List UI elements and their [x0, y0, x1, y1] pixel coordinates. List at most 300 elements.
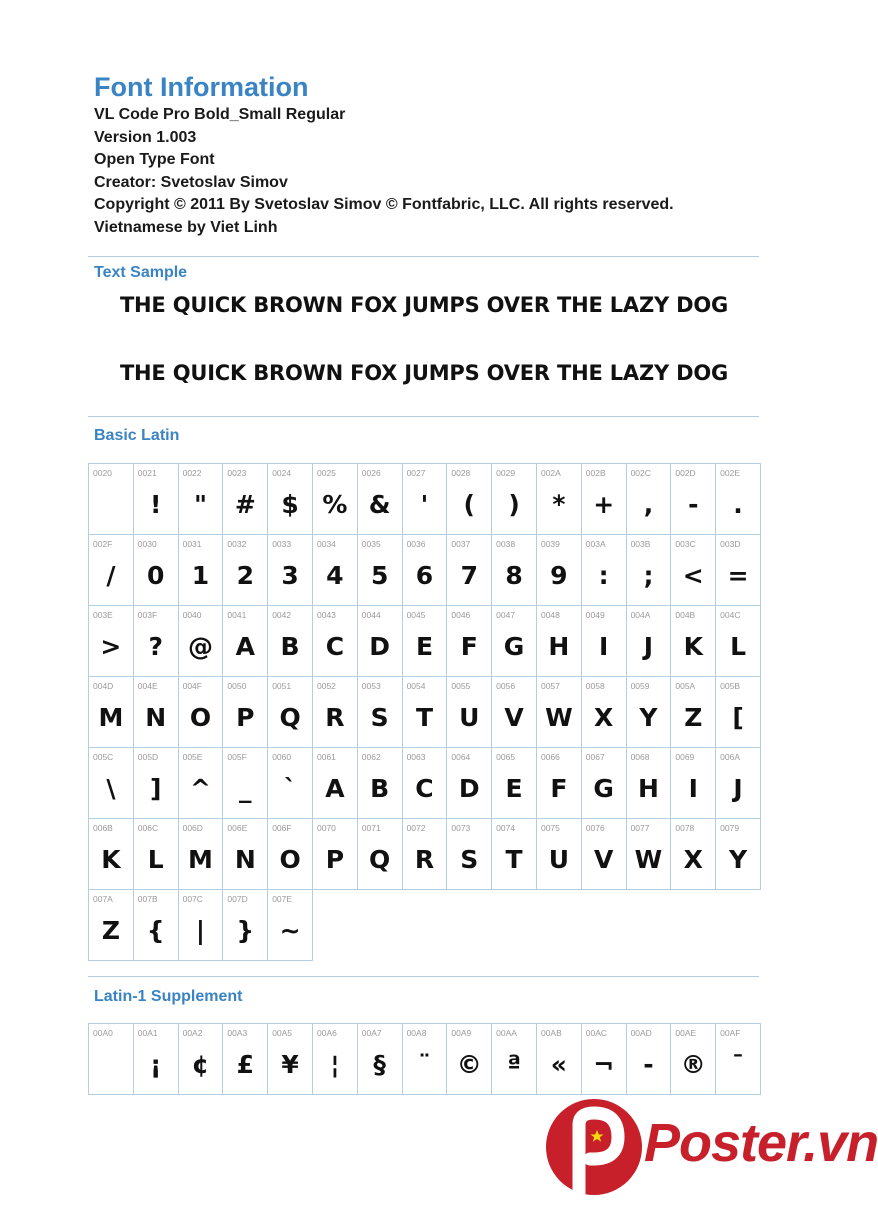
glyph-codepoint: 002D: [675, 468, 696, 478]
glyph-codepoint: 0022: [182, 468, 202, 478]
glyph-codepoint: 00AF: [720, 1028, 741, 1038]
glyph-sample: Q: [369, 845, 391, 874]
glyph-sample: X: [594, 703, 614, 732]
glyph-codepoint: 007C: [182, 894, 203, 904]
glyph-cell: [492, 464, 537, 535]
glyph-cell: [627, 748, 672, 819]
glyph-cell: [134, 677, 179, 748]
glyph-cell: [627, 819, 672, 890]
glyph-cell: [671, 677, 716, 748]
glyph-codepoint: 0045: [406, 610, 426, 620]
glyph-codepoint: 00A1: [137, 1028, 158, 1038]
glyph-sample: A: [325, 774, 345, 803]
glyph-sample: Q: [279, 703, 301, 732]
glyph-cell: [89, 1024, 134, 1095]
glyph-cell: [537, 677, 582, 748]
glyph-sample: 2: [236, 561, 254, 590]
glyph-sample: ': [420, 490, 429, 519]
glyph-sample: =: [727, 561, 749, 590]
glyph-sample: 5: [370, 561, 389, 590]
glyph-sample: J: [733, 774, 743, 803]
glyph-codepoint: 0023: [227, 468, 247, 478]
glyph-sample: .: [733, 490, 743, 519]
glyph-cell: [358, 677, 403, 748]
glyph-cell: [403, 748, 448, 819]
glyph-cell: [223, 535, 268, 606]
glyph-codepoint: 00AA: [496, 1028, 517, 1038]
glyph-codepoint: 0042: [272, 610, 292, 620]
glyph-sample: K: [101, 845, 121, 874]
glyph-cell: [179, 819, 224, 890]
glyph-sample: ¢: [191, 1050, 210, 1079]
glyph-codepoint: 0021: [137, 468, 157, 478]
glyph-cell: [89, 535, 134, 606]
glyph-sample: ¯: [731, 1050, 745, 1079]
glyph-cell: [223, 748, 268, 819]
divider: [88, 416, 759, 417]
glyph-codepoint: 0068: [630, 752, 650, 762]
glyph-sample: <: [682, 561, 704, 590]
glyph-cell: [134, 535, 179, 606]
glyph-sample: S: [370, 703, 389, 732]
glyph-sample: X: [683, 845, 703, 874]
glyph-sample: D: [458, 774, 480, 803]
divider: [88, 256, 759, 257]
glyph-cell: [358, 464, 403, 535]
text-sample-heading: Text Sample: [94, 264, 188, 281]
glyph-cell: [268, 748, 313, 819]
glyph-codepoint: 0056: [496, 681, 516, 691]
glyph-cell: [716, 748, 761, 819]
glyph-codepoint: 002A: [540, 468, 561, 478]
glyph-cell: [537, 748, 582, 819]
glyph-sample: ]: [149, 774, 162, 803]
glyph-cell: [716, 1024, 761, 1095]
glyph-cell: [268, 890, 313, 961]
glyph-cell: [403, 819, 448, 890]
glyph-codepoint: 0024: [272, 468, 292, 478]
glyph-sample: W: [545, 703, 573, 732]
glyph-codepoint: 0030: [137, 539, 157, 549]
glyph-sample: \: [106, 774, 116, 803]
glyph-codepoint: 0054: [406, 681, 426, 691]
glyph-sample: A: [235, 632, 255, 661]
glyph-cell: [582, 1024, 627, 1095]
glyph-codepoint: 0044: [361, 610, 381, 620]
glyph-codepoint: 003F: [137, 610, 158, 620]
glyph-cell: [134, 748, 179, 819]
glyph-codepoint: 007B: [137, 894, 158, 904]
glyph-sample: R: [325, 703, 345, 732]
glyph-sample: ¨: [418, 1050, 431, 1079]
glyph-sample: ¬: [593, 1050, 615, 1079]
glyph-codepoint: 0066: [540, 752, 560, 762]
glyph-codepoint: 0052: [316, 681, 336, 691]
glyph-codepoint: 006C: [137, 823, 159, 833]
glyph-cell: [313, 748, 358, 819]
glyph-codepoint: 002B: [585, 468, 606, 478]
glyph-sample: ^: [190, 774, 211, 803]
glyph-cell: [671, 748, 716, 819]
glyph-sample: ?: [148, 632, 163, 661]
glyph-sample: N: [234, 845, 256, 874]
glyph-codepoint: 0058: [585, 681, 605, 691]
glyph-sample: &: [368, 490, 391, 519]
glyph-cell: [313, 464, 358, 535]
glyph-cell: [537, 606, 582, 677]
glyph-codepoint: 0059: [630, 681, 650, 691]
glyph-sample: +: [593, 490, 615, 519]
glyph-sample: Z: [684, 703, 703, 732]
glyph-codepoint: 00AD: [630, 1028, 652, 1038]
glyph-sample: ): [508, 490, 520, 519]
glyph-codepoint: 0050: [227, 681, 247, 691]
glyph-sample: §: [373, 1050, 386, 1079]
glyph-codepoint: 0026: [361, 468, 381, 478]
glyph-cell: [89, 606, 134, 677]
glyph-cell: [89, 890, 134, 961]
glyph-cell: [358, 535, 403, 606]
glyph-codepoint: 004D: [93, 681, 114, 691]
glyph-codepoint: 003D: [720, 539, 741, 549]
glyph-codepoint: 005C: [93, 752, 114, 762]
glyph-cell: [313, 677, 358, 748]
glyph-sample: ~: [279, 916, 301, 945]
glyph-codepoint: 004F: [182, 681, 202, 691]
glyph-codepoint: 00AB: [540, 1028, 562, 1038]
glyph-cell: [537, 819, 582, 890]
glyph-cell: [223, 890, 268, 961]
glyph-sample: 6: [415, 561, 434, 590]
glyph-sample: 1: [191, 561, 210, 590]
glyph-cell: [179, 606, 224, 677]
font-version: Version 1.003: [94, 128, 197, 146]
glyph-cell: [447, 606, 492, 677]
glyph-sample: #: [234, 490, 256, 519]
poster-logo-icon: [544, 1095, 644, 1200]
glyph-cell: [447, 819, 492, 890]
glyph-cell: [89, 677, 134, 748]
glyph-codepoint: 0038: [496, 539, 516, 549]
glyph-cell: [89, 748, 134, 819]
glyph-sample: E: [505, 774, 523, 803]
poster-vn-logo: [544, 1095, 878, 1200]
glyph-sample: Z: [101, 916, 120, 945]
glyph-cell: [492, 606, 537, 677]
glyph-sample: 8: [505, 561, 523, 590]
glyph-sample: T: [415, 703, 433, 732]
glyph-codepoint: 004E: [137, 681, 158, 691]
glyph-codepoint: 0063: [406, 752, 426, 762]
basic-latin-heading: Basic Latin: [94, 427, 180, 444]
glyph-codepoint: 0041: [227, 610, 247, 620]
glyph-cell: [134, 606, 179, 677]
glyph-codepoint: 0027: [406, 468, 426, 478]
glyph-sample: V: [593, 845, 614, 874]
glyph-codepoint: 0069: [675, 752, 695, 762]
glyph-codepoint: 0072: [406, 823, 426, 833]
glyph-cell: [223, 464, 268, 535]
glyph-codepoint: 00A8: [406, 1028, 427, 1038]
glyph-codepoint: 002F: [93, 539, 113, 549]
glyph-sample: B: [370, 774, 390, 803]
glyph-cell: [447, 748, 492, 819]
glyph-codepoint: 0020: [93, 468, 112, 478]
glyph-codepoint: 00A3: [227, 1028, 248, 1038]
glyph-codepoint: 0032: [227, 539, 247, 549]
glyph-codepoint: 0079: [720, 823, 740, 833]
glyph-cell: [582, 464, 627, 535]
glyph-codepoint: 00A6: [316, 1028, 337, 1038]
glyph-cell: [268, 535, 313, 606]
glyph-sample: F: [460, 632, 478, 661]
glyph-cell: [447, 1024, 492, 1095]
glyph-sample: I: [688, 774, 698, 803]
glyph-sample: D: [369, 632, 391, 661]
glyph-sample: $: [281, 490, 299, 519]
glyph-cell: [179, 464, 224, 535]
glyph-codepoint: 00A0: [93, 1028, 113, 1038]
glyph-sample: *: [552, 490, 566, 519]
glyph-codepoint: 00AC: [585, 1028, 608, 1038]
glyph-sample: /: [106, 561, 116, 590]
glyph-codepoint: 0070: [316, 823, 336, 833]
glyph-sample: 7: [460, 561, 478, 590]
glyph-sample: S: [460, 845, 479, 874]
glyph-cell: [537, 464, 582, 535]
glyph-sample: M: [98, 703, 124, 732]
glyph-sample: `: [283, 774, 297, 803]
glyph-sample: P: [325, 845, 345, 874]
glyph-cell: [268, 819, 313, 890]
glyph-cell: [179, 1024, 224, 1095]
glyph-codepoint: 0061: [316, 752, 336, 762]
glyph-sample: R: [414, 845, 435, 874]
glyph-sample: B: [280, 632, 300, 661]
glyph-codepoint: 004C: [720, 610, 741, 620]
glyph-sample: O: [279, 845, 301, 874]
glyph-codepoint: 0025: [316, 468, 336, 478]
glyph-cell: [403, 606, 448, 677]
glyph-sample: J: [643, 632, 654, 661]
glyph-cell: [313, 606, 358, 677]
glyph-cell: [313, 535, 358, 606]
basic-latin-glyph-grid: [88, 463, 761, 961]
glyph-cell: [492, 535, 537, 606]
glyph-codepoint: 0075: [540, 823, 560, 833]
glyph-sample: F: [550, 774, 568, 803]
glyph-cell: [89, 819, 134, 890]
glyph-cell: [134, 464, 179, 535]
glyph-codepoint: 00A5: [272, 1028, 293, 1038]
glyph-cell: [403, 464, 448, 535]
glyph-sample: }: [236, 916, 255, 945]
glyph-codepoint: 00AE: [675, 1028, 697, 1038]
glyph-codepoint: 00A9: [451, 1028, 472, 1038]
glyph-codepoint: 0031: [182, 539, 202, 549]
glyph-cell: [134, 1024, 179, 1095]
glyph-codepoint: 006D: [182, 823, 203, 833]
glyph-sample: [: [732, 703, 744, 732]
glyph-sample: ,: [643, 490, 654, 519]
glyph-cell: [403, 1024, 448, 1095]
glyph-sample: -: [643, 1050, 654, 1079]
glyph-sample: M: [188, 845, 213, 874]
glyph-sample: I: [599, 632, 609, 661]
glyph-cell: [268, 606, 313, 677]
glyph-cell: [179, 890, 224, 961]
glyph-cell: [268, 677, 313, 748]
glyph-cell: [716, 677, 761, 748]
text-sample-line-1: THE QUICK BROWN FOX JUMPS OVER THE LAZY DOG: [119, 293, 729, 317]
glyph-codepoint: 005D: [137, 752, 159, 762]
glyph-cell: [403, 677, 448, 748]
latin1-glyph-grid: [88, 1023, 761, 1095]
glyph-sample: >: [100, 632, 122, 661]
glyph-codepoint: 002C: [630, 468, 651, 478]
glyph-cell: [313, 1024, 358, 1095]
glyph-codepoint: 0034: [316, 539, 336, 549]
glyph-codepoint: 0057: [540, 681, 560, 691]
glyph-cell: [223, 819, 268, 890]
glyph-codepoint: 005A: [675, 681, 696, 691]
divider: [88, 976, 759, 977]
glyph-cell: [447, 535, 492, 606]
font-creator: Creator: Svetoslav Simov: [94, 173, 288, 191]
glyph-codepoint: 0028: [451, 468, 471, 478]
glyph-sample: ©: [456, 1050, 482, 1079]
glyph-codepoint: 007D: [227, 894, 248, 904]
glyph-cell: [627, 1024, 672, 1095]
glyph-cell: [358, 606, 403, 677]
glyph-sample: L: [147, 845, 164, 874]
glyph-codepoint: 006F: [272, 823, 292, 833]
glyph-sample: ¡: [149, 1050, 162, 1079]
glyph-cell: [447, 464, 492, 535]
glyph-cell: [671, 1024, 716, 1095]
glyph-sample: 0: [146, 561, 165, 590]
glyph-sample: {: [146, 916, 165, 945]
glyph-cell: [671, 464, 716, 535]
glyph-cell: [671, 606, 716, 677]
glyph-sample: K: [683, 632, 703, 661]
glyph-codepoint: 0071: [361, 823, 381, 833]
glyph-sample: @: [187, 632, 213, 661]
glyph-codepoint: 00A7: [361, 1028, 382, 1038]
glyph-codepoint: 006A: [720, 752, 741, 762]
glyph-cell: [627, 677, 672, 748]
glyph-sample: E: [415, 632, 434, 661]
glyph-cell: [403, 535, 448, 606]
glyph-codepoint: 0037: [451, 539, 471, 549]
glyph-codepoint: 0033: [272, 539, 292, 549]
glyph-codepoint: 004B: [675, 610, 696, 620]
glyph-codepoint: 0039: [540, 539, 560, 549]
glyph-cell: [492, 748, 537, 819]
glyph-sample: 9: [550, 561, 568, 590]
glyph-sample: L: [730, 632, 747, 661]
glyph-cell: [537, 1024, 582, 1095]
glyph-sample: ¥: [281, 1050, 299, 1079]
glyph-codepoint: 00A2: [182, 1028, 203, 1038]
glyph-codepoint: 005B: [720, 681, 741, 691]
glyph-codepoint: 0073: [451, 823, 471, 833]
poster-vn-wordmark: Poster.vn: [644, 1113, 878, 1173]
glyph-sample: U: [459, 703, 480, 732]
glyph-codepoint: 0064: [451, 752, 471, 762]
glyph-codepoint: 007A: [93, 894, 113, 904]
glyph-codepoint: 0067: [585, 752, 605, 762]
glyph-codepoint: 0051: [272, 681, 292, 691]
glyph-sample: T: [505, 845, 523, 874]
glyph-cell: [582, 748, 627, 819]
glyph-sample: U: [548, 845, 570, 874]
glyph-sample: G: [503, 632, 525, 661]
glyph-sample: ¦: [330, 1050, 340, 1079]
font-vietnamese-credit: Vietnamese by Viet Linh: [94, 218, 278, 236]
glyph-sample: H: [637, 774, 659, 803]
glyph-codepoint: 0053: [361, 681, 381, 691]
glyph-cell: [268, 464, 313, 535]
font-type: Open Type Font: [94, 151, 215, 168]
glyph-cell: [223, 606, 268, 677]
glyph-codepoint: 003A: [585, 539, 606, 549]
glyph-sample: |: [195, 916, 206, 945]
glyph-sample: ®: [680, 1050, 706, 1079]
glyph-codepoint: 0074: [496, 823, 516, 833]
glyph-sample: C: [325, 632, 345, 661]
glyph-sample: G: [593, 774, 614, 803]
glyph-codepoint: 006E: [227, 823, 248, 833]
glyph-codepoint: 0060: [272, 752, 292, 762]
glyph-cell: [582, 606, 627, 677]
glyph-sample: ;: [643, 561, 654, 590]
glyph-codepoint: 005F: [227, 752, 247, 762]
glyph-cell: [492, 1024, 537, 1095]
glyph-codepoint: 003B: [630, 539, 651, 549]
font-information: [94, 70, 674, 239]
glyph-cell: [223, 1024, 268, 1095]
glyph-cell: [716, 464, 761, 535]
glyph-cell: [358, 1024, 403, 1095]
glyph-cell: [313, 819, 358, 890]
glyph-cell: [716, 819, 761, 890]
glyph-cell: [716, 535, 761, 606]
glyph-sample: !: [149, 490, 162, 519]
glyph-cell: [492, 819, 537, 890]
glyph-sample: ": [193, 490, 207, 519]
glyph-cell: [671, 819, 716, 890]
glyph-cell: [671, 535, 716, 606]
glyph-sample: Y: [639, 703, 658, 732]
glyph-sample: W: [634, 845, 663, 874]
font-info-title: Font Information: [94, 72, 309, 102]
glyph-cell: [537, 535, 582, 606]
glyph-codepoint: 005E: [182, 752, 203, 762]
glyph-sample: Y: [729, 845, 748, 874]
latin1-heading: Latin-1 Supplement: [94, 988, 243, 1005]
glyph-sample: V: [504, 703, 524, 732]
glyph-codepoint: 006B: [93, 823, 113, 833]
glyph-cell: [627, 606, 672, 677]
glyph-cell: [582, 535, 627, 606]
glyph-cell: [134, 819, 179, 890]
glyph-codepoint: 002E: [720, 468, 741, 478]
glyph-cell: [358, 748, 403, 819]
glyph-codepoint: 0029: [496, 468, 516, 478]
glyph-sample: ª: [507, 1050, 522, 1079]
glyph-codepoint: 0035: [361, 539, 381, 549]
